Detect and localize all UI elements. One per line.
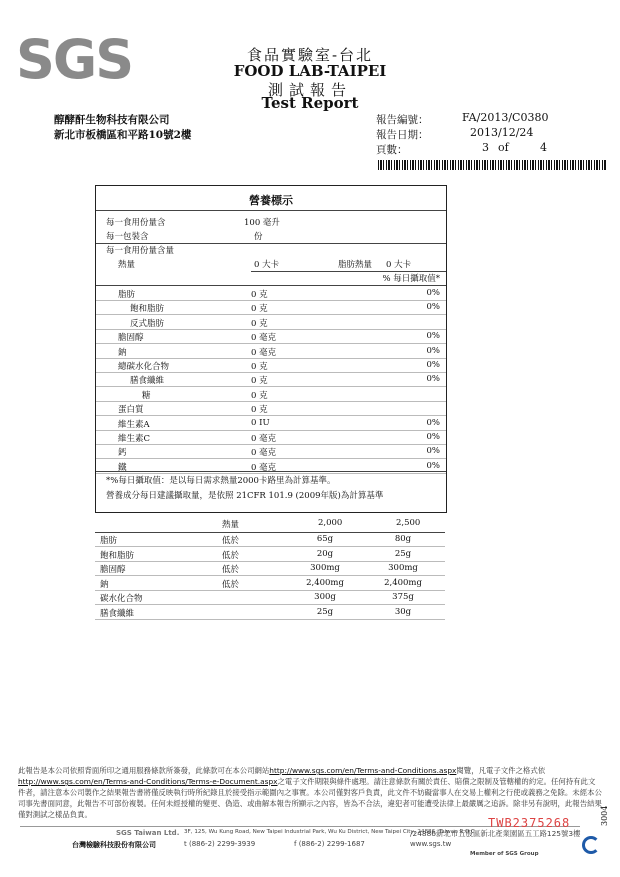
ref-value-2000: 300g [314, 592, 336, 602]
nutrient-daily-value: 0% [426, 288, 440, 298]
client-address: 新北市板橋區和平路10號2樓 [54, 129, 192, 141]
report-number: FA/2013/C0380 [462, 111, 549, 124]
report-date-label: 報告日期： [376, 129, 429, 141]
report-number-label: 報告編號： [376, 114, 429, 126]
ref-nutrient-name: 鈉 [100, 579, 109, 590]
ref-nutrient-name: 飽和脂肪 [100, 550, 135, 561]
ref-value-2000: 65g [316, 534, 334, 544]
nutrient-name: 鈉 [118, 347, 127, 358]
document-serial: TWB2375268 [488, 816, 571, 830]
company-website[interactable]: www.sgs.tw [410, 840, 452, 848]
report-title-cn: 測試報告 [267, 81, 352, 99]
content-label: 每一食用份量含量 [106, 246, 175, 256]
nutrient-name: 維生素A [118, 419, 150, 430]
ref-condition: 低於 [222, 550, 240, 561]
nutrient-daily-value: 0% [426, 417, 440, 428]
nutrient-daily-value: 0% [426, 360, 440, 370]
page-label: 頁數： [376, 144, 408, 156]
nutrient-daily-value: 0% [426, 374, 440, 385]
nutrient-daily-value: 0% [426, 345, 440, 356]
page-stamp-number: 3004 [600, 805, 609, 826]
footer-disclaimer: 此報告是本公司依照背面所印之通用服務條款所簽發，此條款可在本公司網站http://www.sgs.com/en/Terms-and-Conditions.aspx閱覽，凡電子文件之格式依http://www.sgs.com/en/Terms-and-Conditions/Terms-e-Document.aspx之電子文件期限與條件處理。請注意條款有關於責任、賠償之限制及管轄權的約定。任何持有此文件者，請注意本公司製作之結果報告書將僅反映執行時所紀錄且於接受指示範圍內之事實。本公司僅對客戶負責，此文件不妨礙當事人在交易上權利之行使或義務之免除。未經本公司事先書面同意，此報告不可部份複製。任何未經授權的變更、偽造、或曲解本報告所顯示之內容，皆為不合法，違犯者可能遭受法律上最嚴厲之追訴。除非另有說明，此報告結果僅對測試之樣品負責。 [18, 766, 602, 819]
page-of: of [498, 141, 509, 154]
barcode [378, 160, 606, 170]
nutrient-name: 糖 [142, 390, 151, 401]
sgs-logo: SGS [16, 28, 133, 91]
nutrient-value: 0 克 [251, 405, 268, 416]
ref-nutrient-name: 碳水化合物 [100, 594, 143, 604]
nutrient-value: 0 毫克 [251, 347, 277, 358]
page-total: 4 [540, 141, 547, 154]
ref-col-2500: 2,500 [396, 518, 421, 528]
nutrient-value: 0 克 [251, 304, 268, 315]
nutrient-daily-value: 0% [426, 460, 440, 471]
ref-value-2500: 30g [394, 606, 412, 617]
company-name-cn: 台灣檢驗科技股份有限公司 [72, 841, 156, 849]
nutrient-name: 膳食纖維 [130, 376, 165, 387]
nutrient-value: 0 克 [251, 376, 268, 387]
nutrient-value: 0 IU [251, 417, 270, 428]
ref-nutrient-name: 脂肪 [100, 536, 118, 546]
company-tel: t (886-2) 2299-3939 [184, 840, 256, 848]
ref-nutrient-name: 膽固醇 [100, 565, 126, 575]
nutrient-value: 0 克 [251, 362, 268, 372]
energy-value: 0 大卡 [254, 260, 280, 270]
ref-col-2000: 2,000 [318, 518, 343, 528]
nutrient-name: 鐵 [118, 462, 127, 473]
ref-value-2500: 375g [392, 592, 414, 602]
nutrient-daily-value: 0% [426, 331, 440, 342]
nutrient-name: 飽和脂肪 [130, 304, 165, 315]
ref-condition: 低於 [222, 536, 240, 546]
nutrient-value: 0 毫克 [251, 333, 277, 344]
ref-condition: 低於 [222, 565, 240, 575]
serving-size-value: 100 毫升 [244, 218, 280, 228]
ref-value-2500: 2,400mg [384, 577, 422, 588]
page-current: 3 [482, 141, 489, 154]
ref-condition: 低於 [222, 579, 240, 590]
nutrient-name: 膽固醇 [118, 333, 144, 344]
nutrition-title: 營養標示 [249, 194, 293, 207]
nutrient-name: 維生素C [118, 434, 151, 444]
servings-label: 每一包裝含 [106, 232, 149, 242]
ref-value-2500: 80g [394, 534, 412, 544]
daily-value-header: % 每日攝取值* [382, 274, 440, 284]
ref-value-2500: 300mg [388, 563, 418, 573]
fat-energy-value: 0 大卡 [386, 260, 412, 270]
company-name-en: SGS Taiwan Ltd. [116, 829, 180, 837]
nutrient-value: 0 毫克 [251, 434, 277, 444]
footnote-cfr: 營養成分每日建議攝取量，是依照 21CFR 101.9 (2009年版)為計算基準 [106, 491, 384, 501]
member-of-sgs-group: Member of SGS Group [470, 851, 539, 857]
servings-value: 份 [254, 232, 263, 242]
nutrition-label-box [95, 185, 447, 513]
sgs-mark-icon [582, 836, 600, 854]
nutrient-value: 0 克 [251, 290, 268, 300]
ref-value-2000: 20g [316, 548, 334, 559]
nutrient-value: 0 毫克 [251, 462, 277, 473]
nutrient-name: 脂肪 [118, 290, 136, 300]
report-date: 2013/12/24 [470, 126, 534, 139]
nutrient-name: 蛋白質 [118, 405, 144, 416]
company-address-en: 3F, 125, Wu Kung Road, New Taipei Industrial Park, Wu Ku District, New Taipei City, 24886, Taiwan R.O.C. [184, 829, 477, 835]
e-document-terms-link[interactable]: http://www.sgs.com/en/Terms-and-Conditions/Terms-e-Document.aspx [18, 777, 278, 786]
nutrient-name: 反式脂肪 [130, 318, 165, 329]
nutrient-daily-value: 0% [426, 446, 440, 457]
nutrient-value: 0 克 [251, 318, 268, 329]
lab-name-en: FOOD LAB-TAIPEI [233, 62, 387, 80]
lab-name-cn: 食品實驗室-台北 [246, 46, 374, 64]
serving-size-label: 每一食用份量含 [106, 218, 166, 228]
company-address-cn: /24886新北市五股區新北產業園區五工路125號3樓 [410, 829, 581, 838]
nutrient-name: 總碳水化合物 [118, 362, 170, 372]
footnote-daily-value: *%每日攝取值：是以每日需求熱量2000卡路里為計算基準。 [106, 476, 336, 486]
ref-value-2000: 300mg [310, 563, 340, 573]
company-fax: f (886-2) 2299-1687 [294, 840, 365, 848]
nutrient-value: 0 毫克 [251, 448, 277, 459]
report-title-en: Test Report [261, 94, 359, 112]
nutrient-daily-value: 0% [426, 302, 440, 313]
ref-value-2000: 2,400mg [306, 577, 344, 588]
ref-value-2500: 25g [394, 548, 412, 559]
terms-link[interactable]: http://www.sgs.com/en/Terms-and-Conditions.aspx [269, 766, 457, 775]
ref-col-energy: 熱量 [222, 520, 240, 530]
client-name: 醇酵酐生物科技有限公司 [54, 114, 170, 126]
fat-energy-label: 脂肪熱量 [338, 260, 373, 270]
nutrient-daily-value: 0% [426, 432, 440, 442]
nutrient-value: 0 克 [251, 390, 268, 401]
nutrient-name: 鈣 [118, 448, 127, 459]
ref-value-2000: 25g [316, 606, 334, 617]
energy-label: 熱量 [118, 260, 136, 270]
ref-nutrient-name: 膳食纖維 [100, 608, 135, 619]
